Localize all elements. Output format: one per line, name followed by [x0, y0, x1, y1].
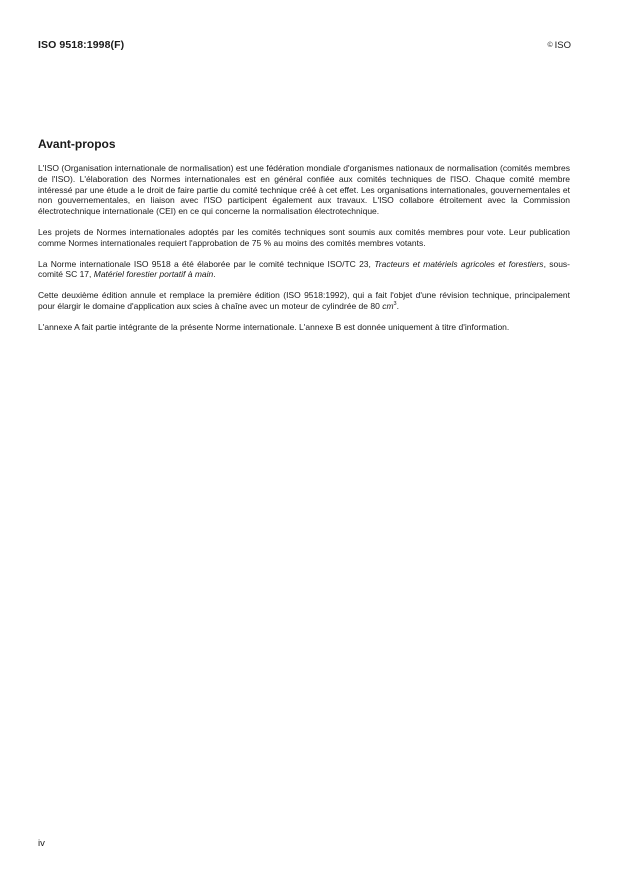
paragraph-committee-text-3: .	[213, 269, 216, 280]
page-number: iv	[38, 838, 45, 849]
paragraph-iso-organization: L'ISO (Organisation internationale de normalisation) est une fédération mondiale d'organismes nationaux de normalisation (comités membres de l'ISO). L'élaboration des Normes internationales est en général confiée aux comités techniques de l'ISO. Chaque comité membre intéressé par une étude a le droit de faire partie du comité technique créé à cet effet. Les organisations internationales, gouvernementales et non gouvernementales, en liaison avec l'ISO participent également aux travaux. L'ISO collabore étroitement avec la Commission électrotechnique internationale (CEI) en ce qui concerne la normalisation électrotechnique.	[38, 163, 570, 217]
copyright-notice	[547, 40, 571, 51]
document-id: ISO 9518:1998(F)	[38, 39, 125, 51]
foreword-section	[38, 137, 570, 343]
paragraph-committee-text-1: La Norme internationale ISO 9518 a été élaborée par le comité technique ISO/TC 23,	[38, 258, 375, 269]
copyright-owner: ISO	[554, 40, 571, 51]
paragraph-edition-end: .	[396, 300, 399, 311]
volume-unit: cm	[382, 300, 394, 311]
paragraph-annexes: L'annexe A fait partie intégrante de la présente Norme internationale. L'annexe B est donnée uniquement à titre d'information.	[38, 321, 510, 332]
paragraph-draft-standards: Les projets de Normes internationales adoptés par les comités techniques sont soumis aux comités membres pour vote. Leur publication comme Normes internationales requiert l'approbation de 75 % au moins des comités membres votants.	[38, 226, 570, 248]
paragraph-committee-text-2: , sous-comité SC 17,	[38, 258, 570, 280]
section-title: Avant-propos	[38, 137, 116, 151]
committee-name: Tracteurs et matériels agricoles et forestiers	[374, 258, 544, 269]
unit-exponent: 3	[393, 300, 397, 307]
paragraph-edition	[38, 290, 570, 312]
subcommittee-name: Matériel forestier portatif à main	[93, 269, 214, 280]
paragraph-committee	[38, 259, 570, 281]
paragraph-edition-text: Cette deuxième édition annule et remplace la première édition (ISO 9518:1992), qui a fait l'objet d'une révision technique, principalement pour élargir le domaine d'application aux scies à chaîne avec un moteur de cylindrée de 80	[38, 290, 570, 311]
copyright-icon: ©	[547, 42, 553, 49]
